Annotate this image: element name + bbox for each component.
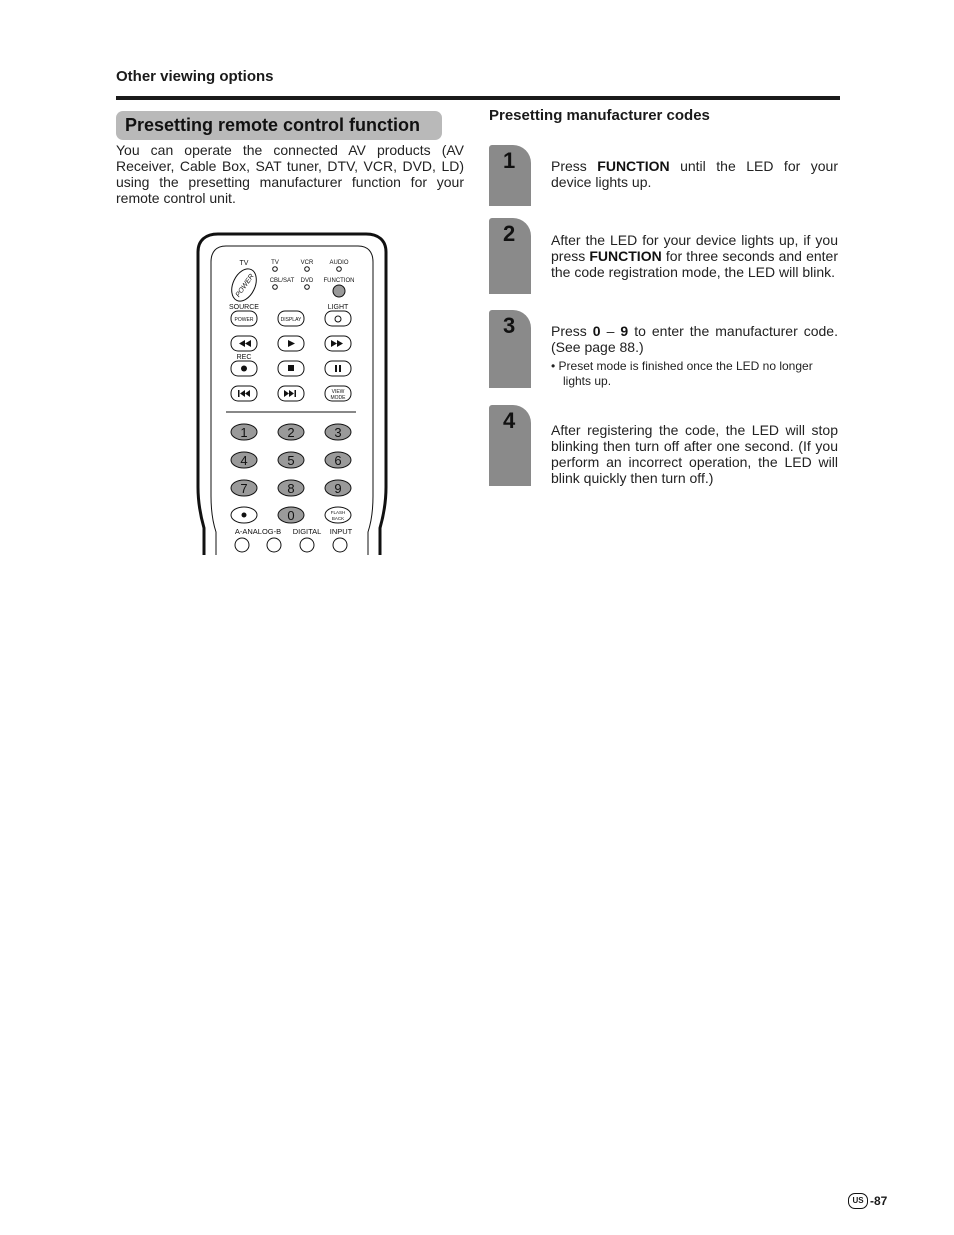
flashback-label-1: FLASH xyxy=(330,510,346,515)
function-button xyxy=(333,285,345,297)
vcr-label: VCR xyxy=(300,260,314,266)
view-mode-label-1: VIEW xyxy=(331,389,345,395)
step-1-number: 1 xyxy=(503,148,516,173)
analog-b-button xyxy=(267,538,281,552)
step-2-text: After the LED for your device lights up, if you press FUNCTION for three seconds and enter the code registration mode, the LED will blink. xyxy=(551,232,839,280)
step-1-text: Press FUNCTION until the LED for your device lights up. xyxy=(551,158,838,190)
step-4-text: After registering the code, the LED will stop blinking then turn off after one second. (If you perform an incorrect operation, the LED will blink quickly then turn off.) xyxy=(551,422,838,486)
audio-label: AUDIO xyxy=(329,260,349,266)
left-title: Presetting remote control function xyxy=(116,111,442,140)
tv-led xyxy=(273,267,278,272)
input-button xyxy=(333,538,347,552)
view-mode-label-2: MODE xyxy=(330,395,346,401)
power-label: POWER xyxy=(234,273,256,299)
light-button xyxy=(325,311,351,326)
audio-led xyxy=(337,267,342,272)
pause-button xyxy=(325,361,351,376)
rec-icon xyxy=(241,366,247,372)
rec-label: REC xyxy=(236,354,252,361)
dvd-label: DVD xyxy=(300,278,314,284)
intro-paragraph: You can operate the connected AV products (AV Receiver, Cable Box, SAT tuner, DTV, VCR, DVD, LD) using the presetting manufacturer function for your remote control unit. xyxy=(116,142,464,206)
tv-led-label: TV xyxy=(271,260,279,266)
svg-text:3: 3 xyxy=(334,425,342,440)
svg-text:1: 1 xyxy=(240,425,248,440)
vcr-led xyxy=(305,267,310,272)
analog-a-button xyxy=(235,538,249,552)
source-power-label: POWER xyxy=(234,317,254,323)
function-label: FUNCTION xyxy=(323,278,355,284)
svg-text:2: 2 xyxy=(287,425,295,440)
svg-text:4: 4 xyxy=(240,453,248,468)
digital-button xyxy=(300,538,314,552)
step-2-number: 2 xyxy=(503,221,516,246)
right-heading: Presetting manufacturer codes xyxy=(489,107,710,124)
svg-text:0: 0 xyxy=(287,508,295,523)
svg-text:9: 9 xyxy=(334,481,342,496)
step-3-note: • Preset mode is finished once the LED no longer lights up. xyxy=(551,359,813,388)
svg-text:8: 8 xyxy=(287,481,295,496)
header-rule xyxy=(116,96,840,100)
svg-text:5: 5 xyxy=(287,453,295,468)
page-number-text: -87 xyxy=(870,1194,888,1208)
dvd-led xyxy=(305,285,310,290)
step-4-number: 4 xyxy=(503,408,516,433)
tv-label: TV xyxy=(239,260,249,267)
dot-icon xyxy=(242,513,247,518)
source-label: SOURCE xyxy=(229,304,259,311)
svg-text:7: 7 xyxy=(240,481,248,496)
flashback-label-2: BACK xyxy=(331,516,345,521)
step-3-text: Press 0 – 9 to enter the manufacturer code. (See page 88.) • Preset mode is finished once the LED no longer lights up. xyxy=(551,323,838,388)
light-label: LIGHT xyxy=(327,304,349,311)
section-title: Other viewing options xyxy=(116,68,274,85)
page-number xyxy=(848,1193,887,1209)
remote-control-illustration xyxy=(196,232,388,556)
svg-text:6: 6 xyxy=(334,453,342,468)
stop-icon xyxy=(288,365,294,371)
display-label: DISPLAY xyxy=(280,317,302,323)
cbl-sat-led xyxy=(273,285,278,290)
us-region-badge: US xyxy=(848,1193,868,1209)
step-3-number: 3 xyxy=(503,313,516,338)
analog-label: A-ANALOG-B xyxy=(234,527,282,536)
input-label: INPUT xyxy=(329,527,353,536)
cbl-sat-label: CBL/SAT xyxy=(269,278,295,284)
digital-label: DIGITAL xyxy=(292,527,322,536)
